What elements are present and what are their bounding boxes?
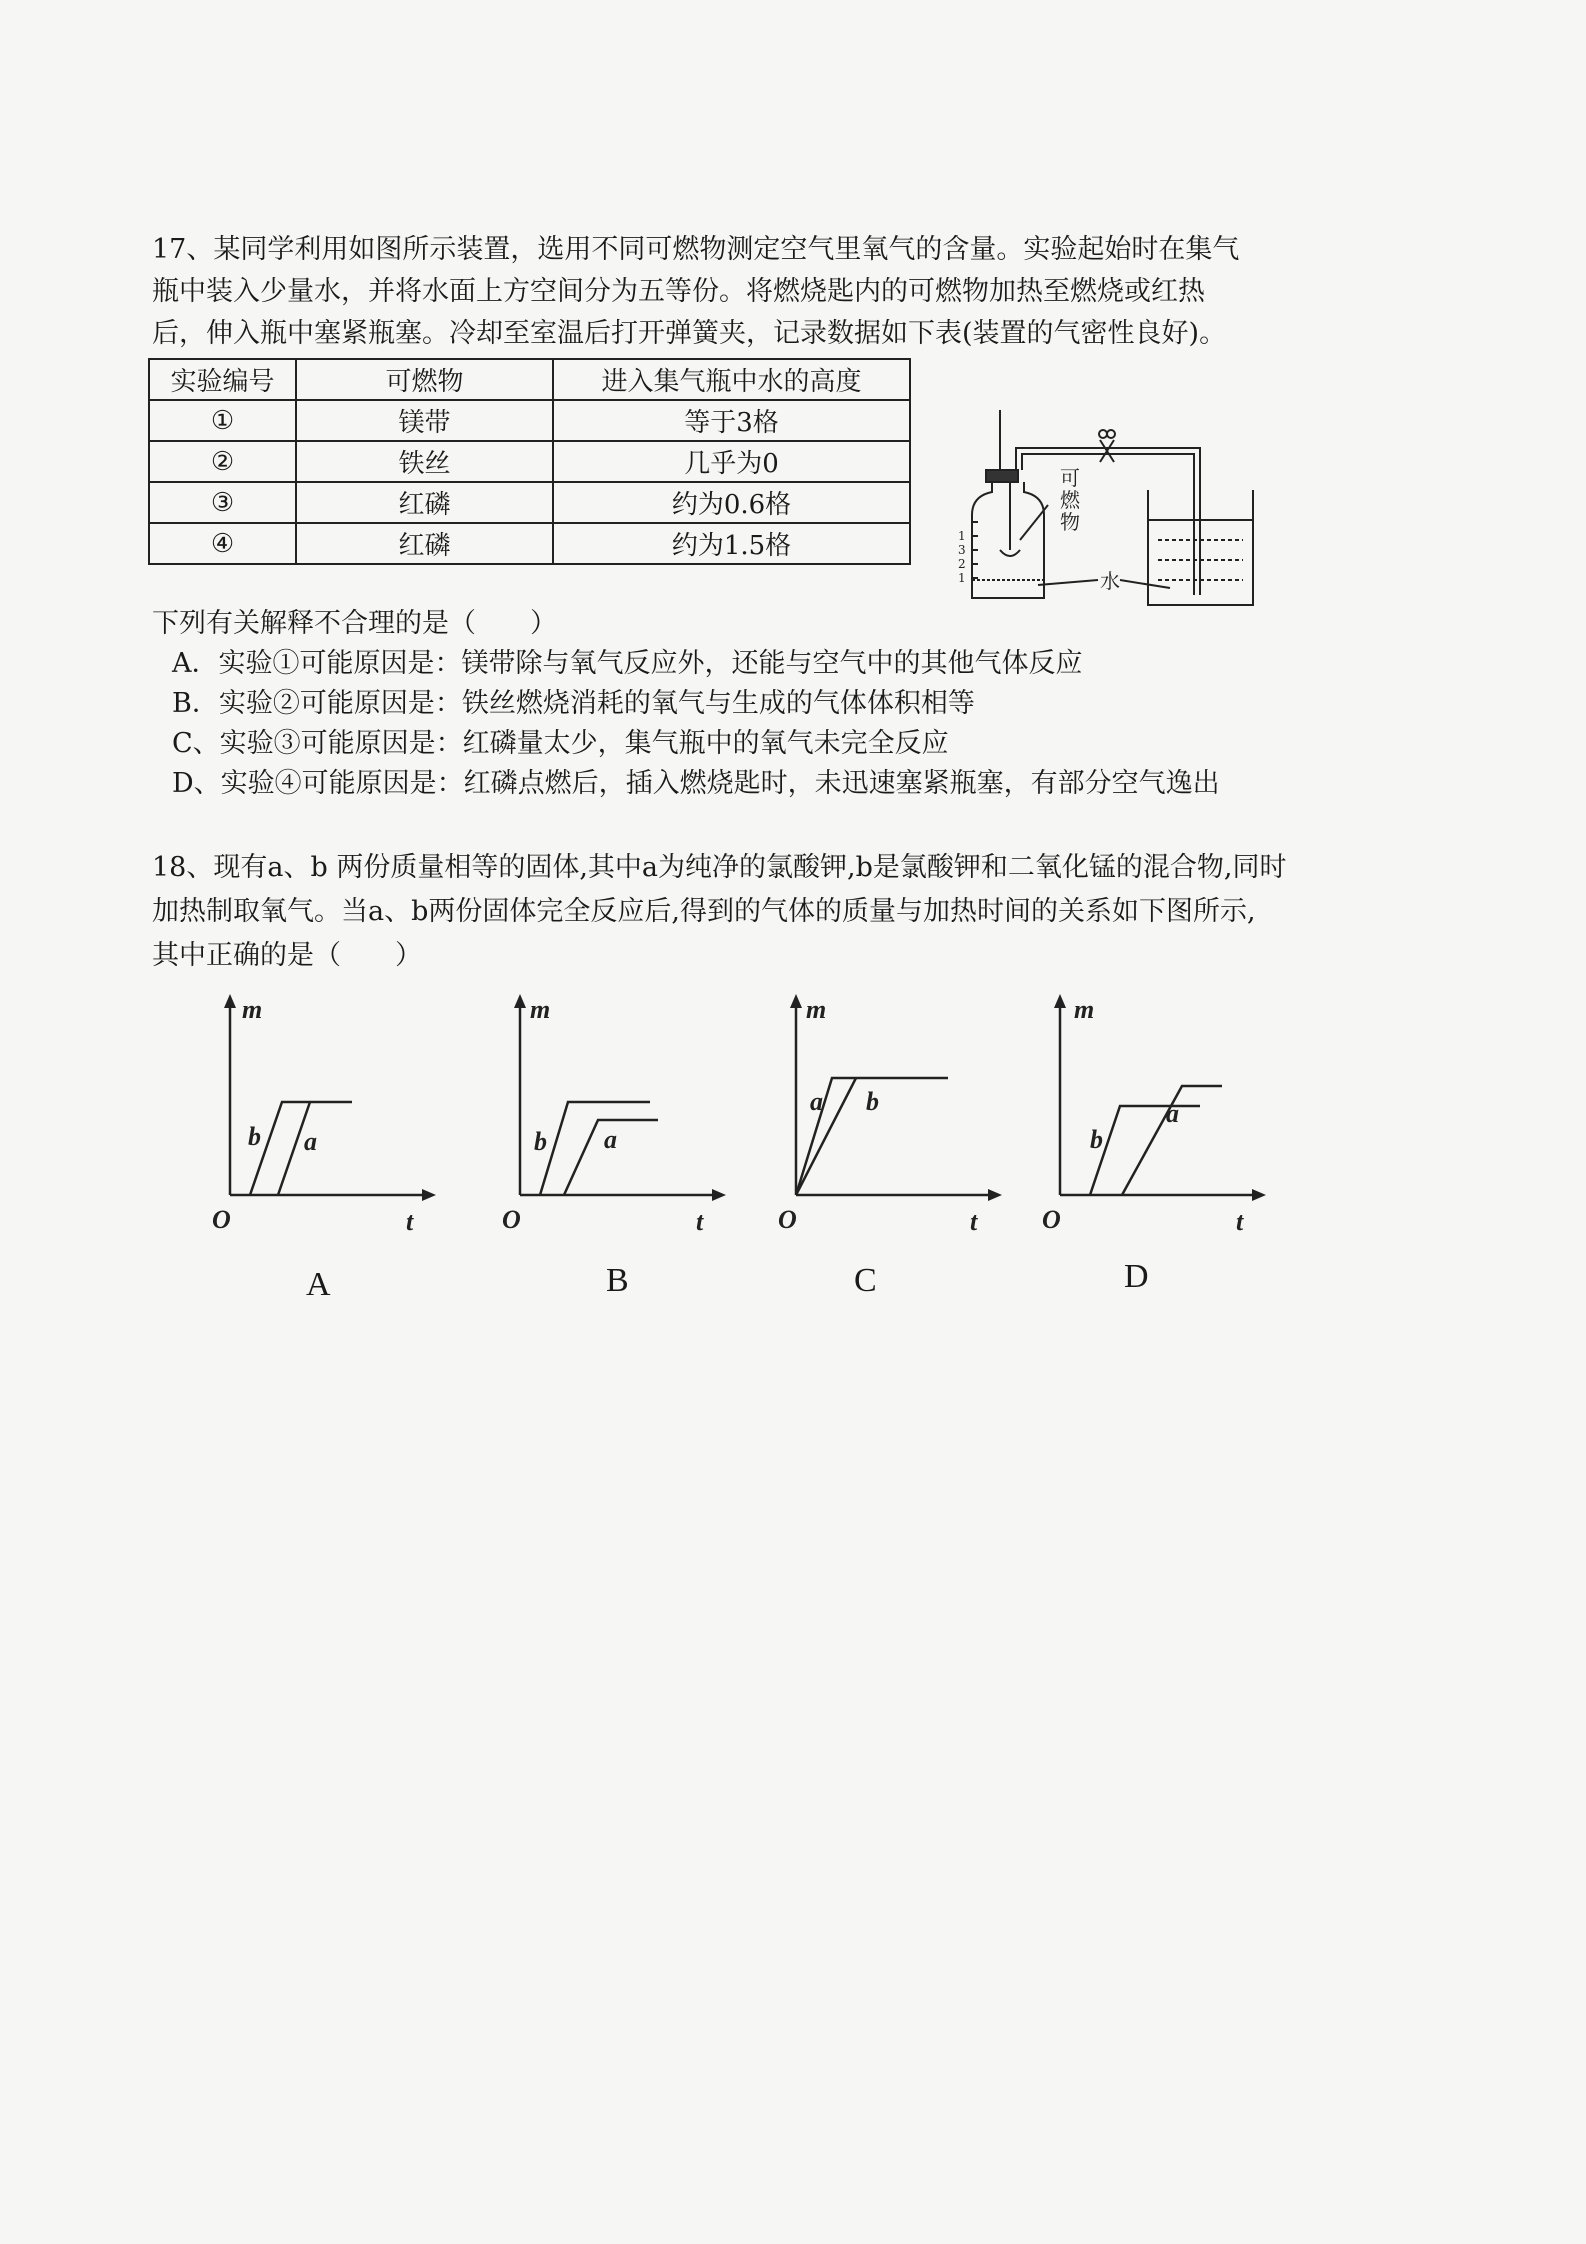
q18-text-line: 18、现有a、b 两份质量相等的固体,其中a为纯净的氯酸钾,b是氯酸钾和二氧化锰的混合物,同时 xyxy=(152,852,1287,883)
table-row xyxy=(149,482,910,523)
graph-d xyxy=(1040,990,1280,1240)
graph-x-axis-label: t xyxy=(1236,1207,1244,1236)
graph-b-letter: B xyxy=(606,1262,629,1299)
table-cell: ③ xyxy=(149,482,296,523)
graph-origin-label: O xyxy=(502,1205,521,1234)
table-row xyxy=(149,400,910,441)
graph-y-axis-label: m xyxy=(242,995,263,1024)
q17-stem: 下列有关解释不合理的是（ ） xyxy=(152,608,557,639)
q18-text xyxy=(152,848,1286,980)
label-leader-water xyxy=(1038,580,1098,585)
scale-label: 1 xyxy=(958,571,966,585)
q17-data-table xyxy=(148,358,911,565)
graph-x-axis-label: t xyxy=(406,1207,414,1236)
label-leader-water xyxy=(1120,580,1170,588)
graph-origin-label: O xyxy=(212,1205,231,1234)
table-row xyxy=(149,523,910,564)
table-header-row xyxy=(149,359,910,400)
table-cell: 约为0.6格 xyxy=(553,482,910,523)
series-label: b xyxy=(248,1122,261,1151)
table-cell: ② xyxy=(149,441,296,482)
graph-x-axis-label: t xyxy=(696,1207,704,1236)
series-label: b xyxy=(866,1087,879,1116)
q18-text-line: 加热制取氧气。当a、b两份固体完全反应后,得到的气体的质量与加热时间的关系如下图所示, xyxy=(152,896,1256,927)
graph-y-axis-label: m xyxy=(530,995,551,1024)
table-cell: 铁丝 xyxy=(296,441,553,482)
scale-label: 2 xyxy=(958,557,966,571)
q18-text-line: 其中正确的是（ ） xyxy=(152,940,422,971)
table-cell: ① xyxy=(149,400,296,441)
q17-option-b: B．实验②可能原因是：铁丝燃烧消耗的氧气与生成的气体体积相等 xyxy=(172,688,975,719)
table-cell: ④ xyxy=(149,523,296,564)
graph-c-letter: C xyxy=(854,1262,877,1299)
graph-x-axis-label: t xyxy=(970,1207,978,1236)
table-cell: 镁带 xyxy=(296,400,553,441)
series-label: b xyxy=(1090,1125,1103,1154)
table-cell: 约为1.5格 xyxy=(553,523,910,564)
graph-b xyxy=(500,990,740,1240)
graph-y-axis-label: m xyxy=(1074,995,1095,1024)
graph-d-letter: D xyxy=(1124,1258,1149,1295)
graph-c xyxy=(776,990,1016,1240)
q17-option-d: D、实验④可能原因是：红磷点燃后，插入燃烧匙时，未迅速塞紧瓶塞，有部分空气逸出 xyxy=(172,768,1220,799)
q17-intro xyxy=(152,230,1239,356)
clip-handle xyxy=(1107,430,1115,438)
graph-y-axis-label: m xyxy=(806,995,827,1024)
series-label: b xyxy=(534,1127,547,1156)
series-label: a xyxy=(1166,1099,1179,1128)
table-header: 进入集气瓶中水的高度 xyxy=(553,359,910,400)
apparatus-diagram xyxy=(948,400,1258,615)
q17-intro-line: 瓶中装入少量水，并将水面上方空间分为五等份。将燃烧匙内的可燃物加热至燃烧或红热 xyxy=(152,276,1205,307)
combustion-spoon xyxy=(1000,550,1020,556)
graph-a xyxy=(210,990,450,1240)
table-cell: 红磷 xyxy=(296,482,553,523)
table-cell: 红磷 xyxy=(296,523,553,564)
series-label: a xyxy=(810,1087,823,1116)
scale-label: 1 xyxy=(958,529,966,543)
series-label: a xyxy=(604,1125,617,1154)
graph-origin-label: O xyxy=(1042,1205,1061,1234)
table-header: 实验编号 xyxy=(149,359,296,400)
q17-option-a: A．实验①可能原因是：镁带除与氧气反应外，还能与空气中的其他气体反应 xyxy=(172,648,1083,679)
label-water: 水 xyxy=(1100,569,1120,593)
graph-origin-label: O xyxy=(778,1205,797,1234)
table-cell: 几乎为0 xyxy=(553,441,910,482)
q17-intro-line: 17、某同学利用如图所示装置，选用不同可燃物测定空气里氧气的含量。实验起始时在集气 xyxy=(152,234,1240,265)
table-cell: 等于3格 xyxy=(553,400,910,441)
q17-intro-line: 后，伸入瓶中塞紧瓶塞。冷却至室温后打开弹簧夹，记录数据如下表(装置的气密性良好)。 xyxy=(152,318,1227,349)
table-header: 可燃物 xyxy=(296,359,553,400)
label-combustible: 可燃物 xyxy=(1060,466,1080,534)
spring-clip xyxy=(1100,440,1114,462)
series-label: a xyxy=(304,1127,317,1156)
table-row xyxy=(149,441,910,482)
clip-handle xyxy=(1099,430,1107,438)
scale-label: 3 xyxy=(958,543,966,557)
q17-option-c: C、实验③可能原因是：红磷量太少，集气瓶中的氧气未完全反应 xyxy=(172,728,949,759)
graph-a-letter: A xyxy=(306,1266,331,1303)
stopper xyxy=(986,470,1018,482)
